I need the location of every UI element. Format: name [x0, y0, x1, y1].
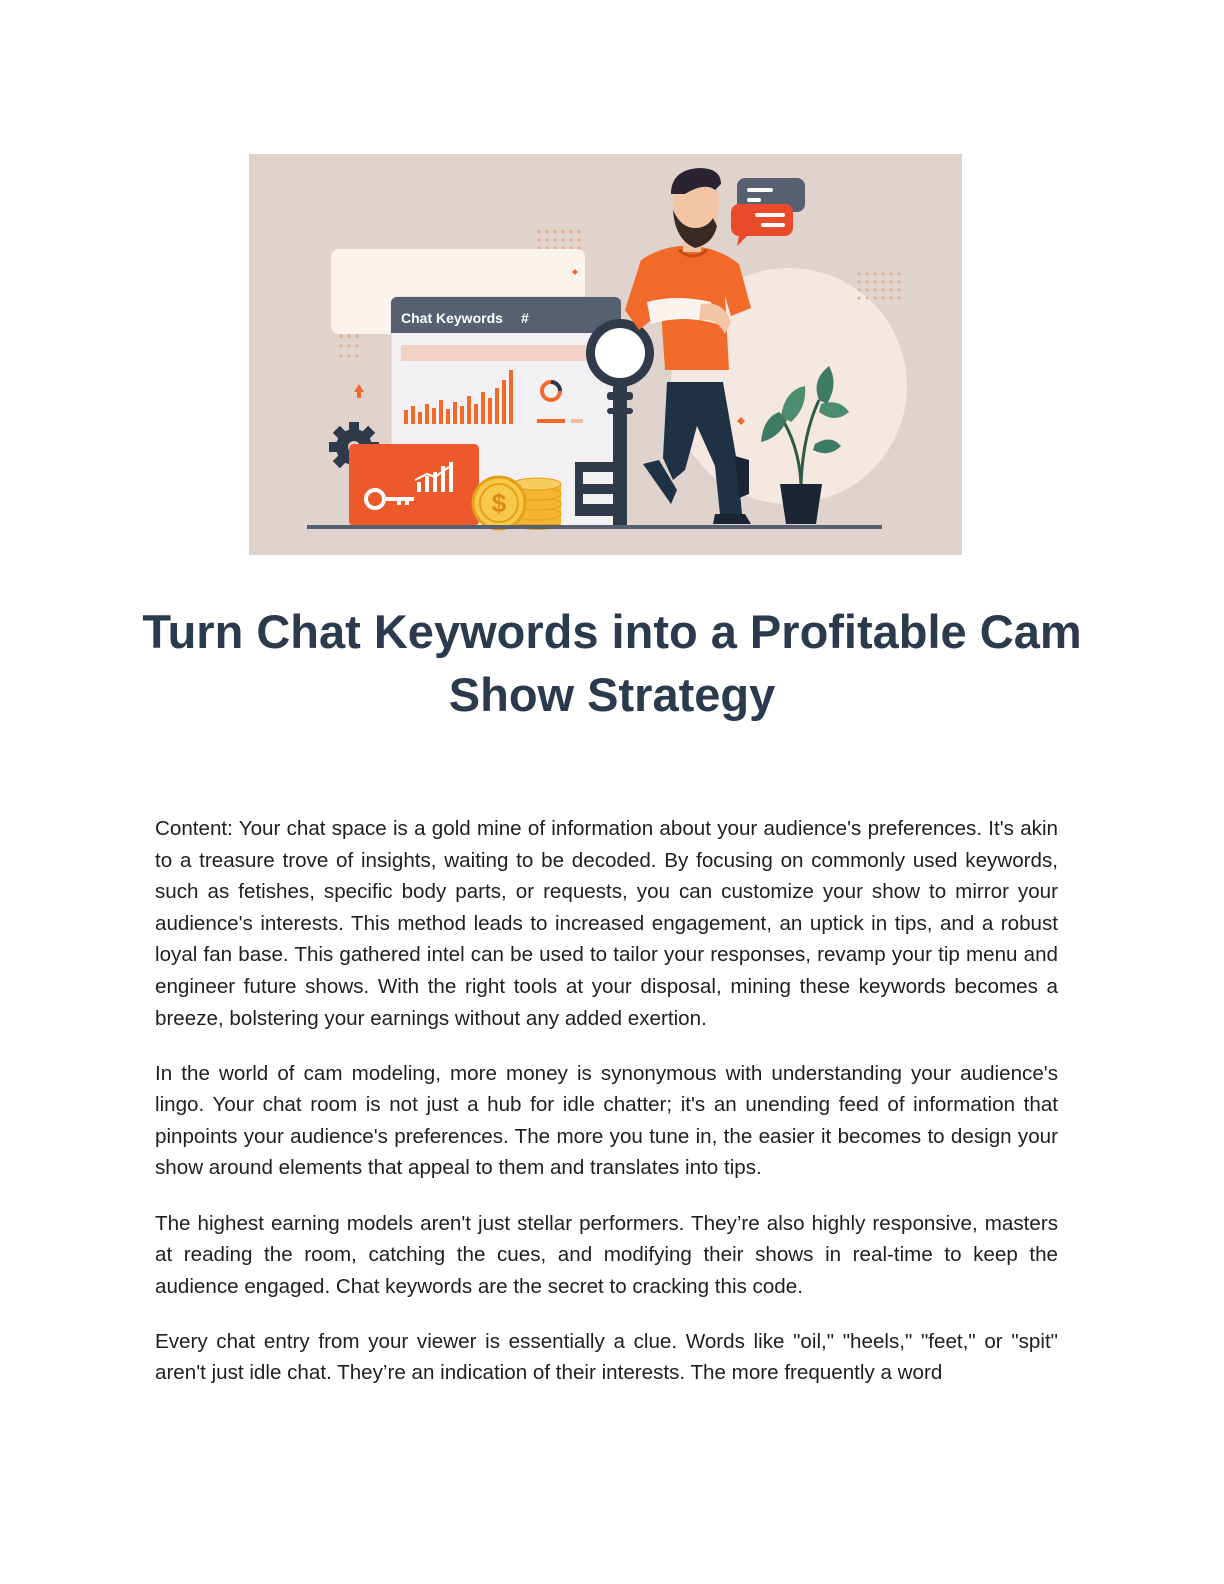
chat-bubble-icon — [731, 178, 805, 246]
arrow-up-icon — [354, 384, 364, 398]
card-hash: # — [521, 310, 529, 326]
floor-line — [307, 525, 882, 529]
page-title: Turn Chat Keywords into a Profitable Cam Show Strategy — [142, 605, 1082, 721]
key-stats-card — [349, 444, 479, 526]
paragraph: The highest earning models aren't just stellar performers. They’re also highly responsive, masters at reading the room, catching the cues, and modifying their shows in real-time to keep the audience engaged. Chat keywords are the secret to cracking this code. — [155, 1211, 1058, 1298]
article-body — [155, 813, 1058, 1389]
paragraph: Content: Your chat space is a gold mine of information about your audience's preferences. It's akin to a treasure trove of insights, waiting to be decoded. By focusing on commonly used keywords, such as fetishes, specific body parts, or requests, you can customize your show to mirror your audience's interests. This method leads to increased engagement, an uptick in tips, and a robust loyal fan base. This gathered intel can be used to tailor your responses, revamp your tip menu and engineer future shows. With the right tools at your disposal, mining these keywords becomes a breeze, bolstering your earnings without any added exertion. — [155, 817, 1058, 1030]
hero-illustration — [249, 154, 962, 555]
dollar-symbol: $ — [491, 488, 507, 518]
paragraph: Every chat entry from your viewer is essentially a clue. Words like "oil," "heels," "feet," or "spit" aren't just idle chat. They’re an indication of their interests. The more frequently a word — [155, 1329, 1058, 1385]
paragraph: In the world of cam modeling, more money is synonymous with understanding your audience's lingo. Your chat room is not just a hub for idle chatter; it's an unending feed of information that pinpoints your audience's preferences. The more you tune in, the easier it becomes to design your show around elements that appeal to them and translates into tips. — [155, 1061, 1058, 1180]
card-title: Chat Keywords — [401, 310, 503, 326]
dollar-coin — [473, 477, 525, 529]
